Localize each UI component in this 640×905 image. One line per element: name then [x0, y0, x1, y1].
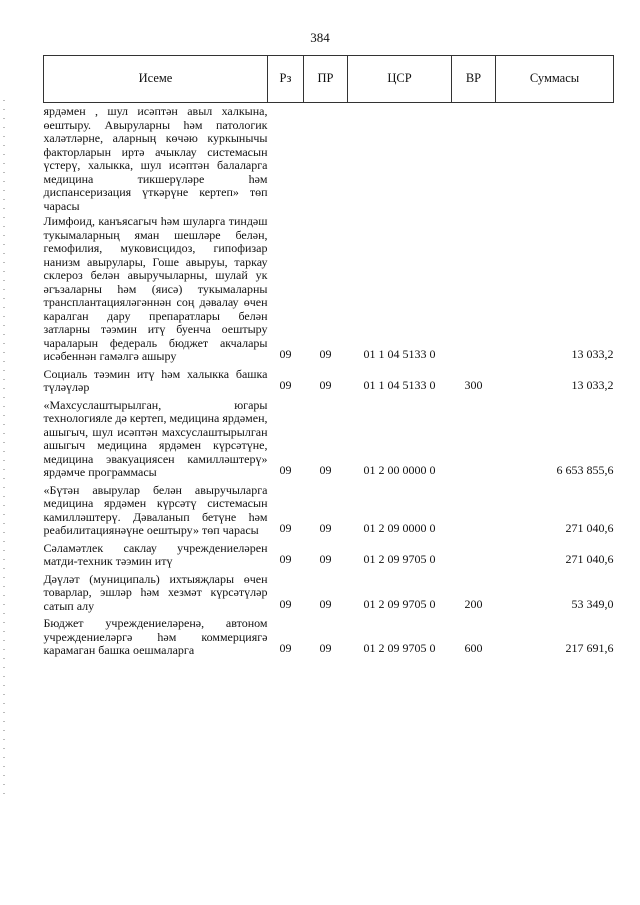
row-sum: 271 040,6 [565, 552, 614, 566]
row-vr [452, 395, 496, 480]
row-csr [348, 103, 452, 214]
row-name: Дәүләт (муниципаль) ихтыяҗлары өчен товарлар, эшләр һәм хезмәт күрсәтүләр сатып алу [43, 571, 268, 613]
row-name: Социаль тәэмин итү һәм халыкка башка түләүләр [43, 366, 268, 394]
row-csr: 01 2 00 0000 0 [363, 463, 436, 477]
row-vr [452, 480, 496, 538]
row-pr: 09 [319, 552, 332, 566]
table-row [44, 395, 614, 480]
row-vr [452, 213, 496, 364]
row-name: ярдәмен , шул исәптән авыл халкына, өештыру. Авыруларны һәм патологик халәтләрне, аларның көчәю куркынычы факторларын иртә ачыклау системасын үстерү, халыкка, шул исәптән балаларга медицина тикшерүләре һәм диспансеризация үткәрүне кертеп» төп чарасы [43, 104, 268, 213]
table-row [44, 480, 614, 538]
row-vr: 600 [464, 641, 483, 655]
table-row [44, 569, 614, 614]
row-pr: 09 [319, 347, 332, 361]
row-rz: 09 [279, 378, 292, 392]
row-csr: 01 2 09 9705 0 [363, 596, 436, 611]
header-rz: Рз [268, 56, 304, 103]
row-sum: 53 349,0 [571, 596, 614, 611]
margin-dots [3, 100, 5, 800]
row-pr: 09 [319, 596, 332, 611]
row-rz: 09 [279, 521, 292, 535]
header-vr: ВР [452, 56, 496, 103]
row-vr [452, 103, 496, 214]
header-pr: ПР [304, 56, 348, 103]
table-row [44, 364, 614, 395]
row-name: Лимфоид, канъясагыч һәм шуларга тиндәш тукымаларның яман шешләре белән, гемофилия, муковисцидоз, гипофизар нанизм авырулары, Гоше авыруы, таркау склероз белән авыручыларны, шулай ук әгъзаларны һәм (яисә) тукымаларны трансплантацияләгәннән соң дәвалау өчен каралган дару препаратлары белән затларны тәэмин итү буенча оештыру чараларын федераль бюджет акчалары исәбеннән гамәлгә ашыру [43, 214, 268, 363]
header-csr: ЦСР [348, 56, 452, 103]
row-name: «Махсуслаштырылган, югары технологияле дә кертеп, медицина ярдәмен, ашыгыч, шул исәптән махсуслаштырылган ашыгыч медицина ярдәмен күрсәтүне, медицина эвакуациясен камилләштерү» ярдәмче программасы [43, 397, 268, 479]
row-pr [304, 103, 348, 214]
header-sum: Суммасы [496, 56, 614, 103]
row-rz: 09 [279, 596, 292, 611]
table-row [44, 538, 614, 569]
row-pr: 09 [319, 378, 332, 392]
table-header-row [44, 56, 614, 103]
row-rz: 09 [279, 347, 292, 361]
row-rz: 09 [279, 552, 292, 566]
row-name: Сәламәтлек саклау учреждениеләрен матди-техник тәэмин итү [43, 540, 268, 568]
row-pr: 09 [319, 463, 332, 477]
row-name: «Бүтән авырулар белән авыручыларга медицина ярдәмен күрсәтү системасын камилләштерү. Дәваланып бетүне һәм реабилитациянәүне оештыру» төп чарасы [43, 482, 268, 537]
row-rz: 09 [279, 463, 292, 477]
table-row [44, 103, 614, 214]
row-sum [496, 103, 614, 214]
row-sum: 13 033,2 [571, 378, 614, 392]
row-csr: 01 1 04 5133 0 [363, 347, 436, 361]
row-name: Бюджет учреждениеләренә, автоном учреждениеләргә һәм коммерциягә карамаган башка оешмаларга [43, 616, 268, 657]
row-pr: 09 [319, 641, 332, 655]
row-vr: 200 [464, 596, 483, 611]
row-vr: 300 [464, 378, 483, 392]
row-csr: 01 1 04 5133 0 [363, 378, 436, 392]
row-csr: 01 2 09 9705 0 [363, 641, 436, 655]
page-number: 384 [310, 30, 330, 45]
row-csr: 01 2 09 0000 0 [363, 521, 436, 535]
budget-table [43, 55, 614, 658]
table-row [44, 213, 614, 364]
row-rz: 09 [279, 641, 292, 655]
row-sum: 6 653 855,6 [556, 463, 614, 477]
header-name: Исеме [44, 56, 268, 103]
row-sum: 271 040,6 [565, 521, 614, 535]
table-row [44, 613, 614, 658]
row-pr: 09 [319, 521, 332, 535]
row-sum: 217 691,6 [565, 641, 614, 655]
row-rz [268, 103, 304, 214]
row-sum: 13 033,2 [571, 347, 614, 361]
row-csr: 01 2 09 9705 0 [363, 552, 436, 566]
row-vr [452, 538, 496, 569]
